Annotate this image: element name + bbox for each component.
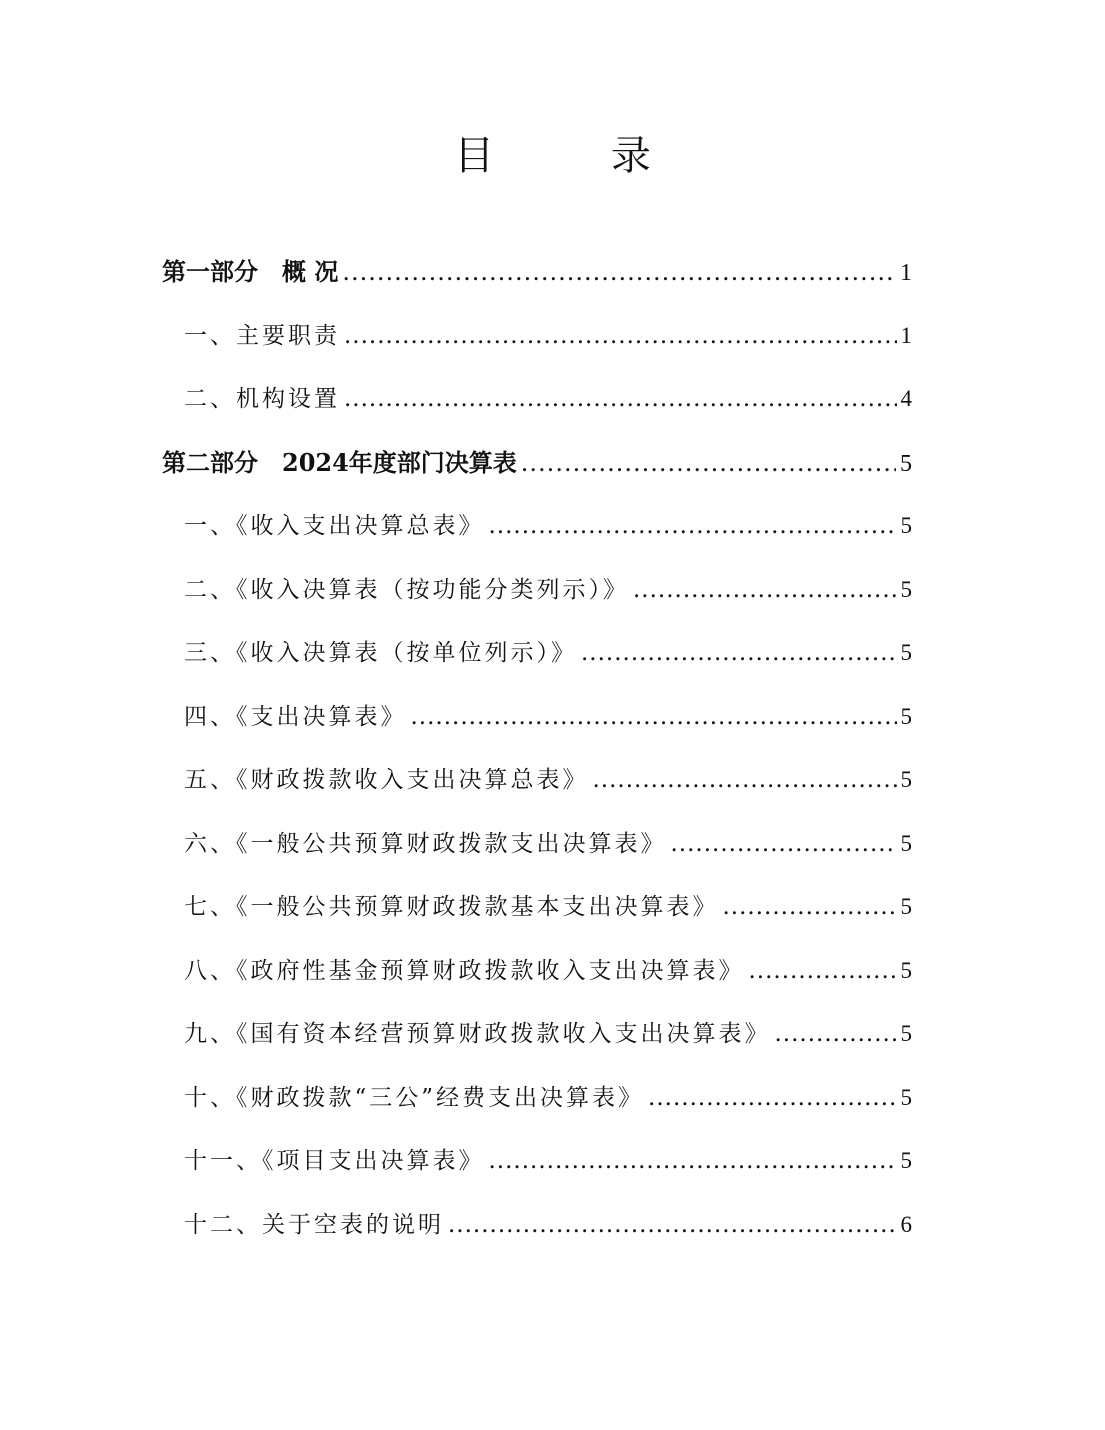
toc-entry-label: 一、主要职责 <box>184 322 340 349</box>
dot-leader <box>671 813 897 877</box>
toc-part-2[interactable] <box>162 431 912 495</box>
dot-leader <box>581 622 897 686</box>
toc-page-number: 4 <box>900 386 912 411</box>
toc-item-table-2[interactable] <box>162 558 912 622</box>
toc-item-table-11[interactable] <box>162 1129 912 1193</box>
toc-part-1[interactable] <box>162 240 912 304</box>
toc-entry-label: 十二、关于空表的说明 <box>184 1211 444 1238</box>
toc-entry-label: 十一、《项目支出决算表》 <box>184 1148 485 1174</box>
toc-item-table-1[interactable] <box>162 494 912 558</box>
toc-entry-label: 第一部分 概 况 <box>162 257 339 286</box>
toc-page-number: 5 <box>900 1148 912 1173</box>
toc-page-number: 5 <box>900 1021 912 1046</box>
toc-item-organization[interactable] <box>162 367 912 431</box>
toc-item-table-8[interactable] <box>162 939 912 1003</box>
dot-leader <box>489 495 897 559</box>
toc-entry-label: 八、《政府性基金预算财政拨款收入支出决算表》 <box>184 957 745 984</box>
dot-leader <box>344 305 897 369</box>
dot-leader <box>775 1003 897 1067</box>
toc-page-number: 5 <box>900 1084 912 1110</box>
toc-item-table-4[interactable] <box>162 685 912 749</box>
toc-page-number: 5 <box>900 767 912 792</box>
toc-entry-label: 一、《收入支出决算总表》 <box>184 513 485 539</box>
toc-entry-label: 六、《一般公共预算财政拨款支出决算表》 <box>184 830 667 857</box>
toc-page-number: 6 <box>900 1211 912 1237</box>
toc-page-number: 5 <box>900 576 912 602</box>
toc-page-number: 5 <box>900 830 912 856</box>
dot-leader <box>521 432 896 496</box>
toc-entry-label: 二、机构设置 <box>184 386 340 412</box>
toc-item-table-5[interactable] <box>162 748 912 812</box>
dot-leader <box>723 876 897 940</box>
dot-leader <box>489 1130 897 1194</box>
toc-entry-label: 七、《一般公共预算财政拨款基本支出决算表》 <box>184 894 719 920</box>
toc-item-table-9[interactable] <box>162 1002 912 1066</box>
toc-entry-label: 三、《收入决算表（按单位列示）》 <box>184 640 577 666</box>
dot-leader <box>448 1194 897 1258</box>
toc-page-number: 1 <box>900 322 912 348</box>
page-title: 目 录 <box>454 133 703 179</box>
toc-entry-label: 九、《国有资本经营预算财政拨款收入支出决算表》 <box>184 1021 771 1047</box>
toc-page-number: 5 <box>900 640 912 665</box>
toc-entry-label: 十、《财政拨款“三公”经费支出决算表》 <box>184 1084 645 1111</box>
toc-page-number: 5 <box>900 703 912 729</box>
toc-item-main-duties[interactable] <box>162 304 912 368</box>
toc-entry-label: 二、《收入决算表（按功能分类列示）》 <box>184 576 629 603</box>
dot-leader <box>344 368 897 432</box>
toc-page-number: 5 <box>900 894 912 919</box>
toc-item-table-10[interactable] <box>162 1066 912 1130</box>
toc-page-number: 5 <box>900 450 912 477</box>
dot-leader <box>593 749 897 813</box>
dot-leader <box>633 559 897 623</box>
table-of-contents <box>162 240 912 1256</box>
dot-leader <box>342 241 896 305</box>
toc-page-number: 5 <box>900 957 912 983</box>
dot-leader <box>648 1067 896 1131</box>
toc-entry-label: 五、《财政拨款收入支出决算总表》 <box>184 767 589 793</box>
toc-entry-label: 第二部分 2024年度部门决算表 <box>162 447 517 477</box>
toc-item-empty-table-note[interactable] <box>162 1193 912 1257</box>
toc-entry-label: 四、《支出决算表》 <box>184 703 407 730</box>
toc-item-table-7[interactable] <box>162 875 912 939</box>
toc-page-number: 1 <box>900 260 912 286</box>
dot-leader <box>411 686 897 750</box>
dot-leader <box>749 940 897 1004</box>
toc-item-table-6[interactable] <box>162 812 912 876</box>
toc-page-number: 5 <box>900 513 912 538</box>
toc-item-table-3[interactable] <box>162 621 912 685</box>
